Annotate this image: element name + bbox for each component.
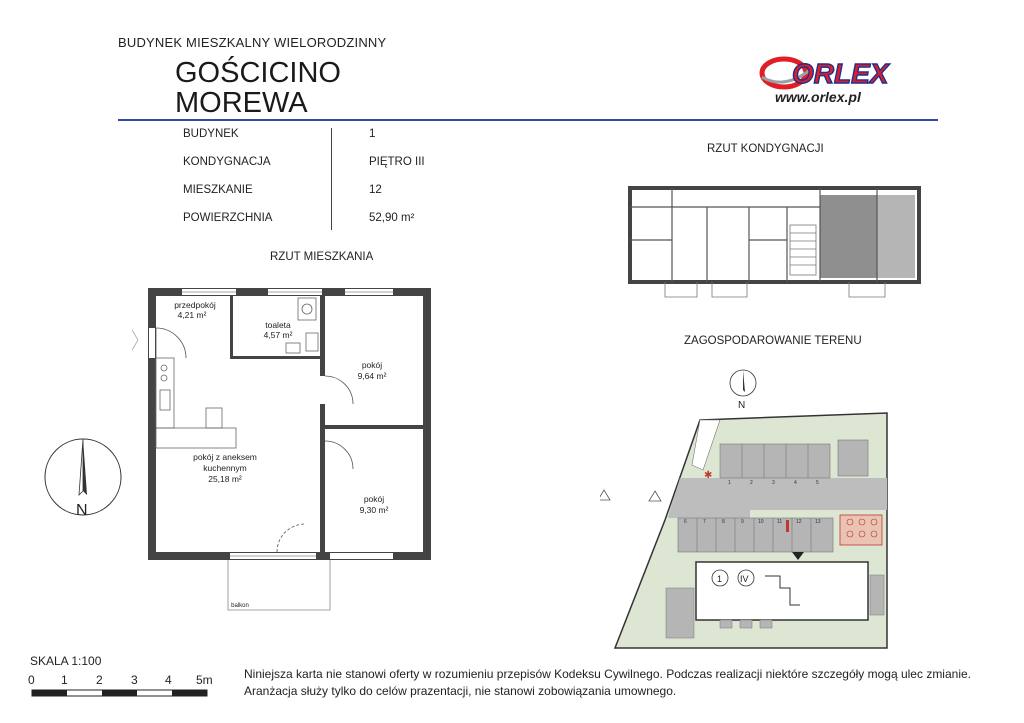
- room-area: 9,30 m²: [359, 505, 389, 515]
- parking-number: 11: [777, 519, 783, 525]
- survey-point-icon: [648, 490, 662, 502]
- info-value: 1: [369, 128, 376, 140]
- floor-plan-heading: RZUT KONDYGNACJI: [707, 143, 824, 155]
- bathroom-fixtures: [286, 298, 318, 353]
- disclaimer-line-2: Aranżacja służy tylko do celów prazentacji, nie stanowi zobowiązania umownego.: [244, 684, 677, 698]
- scale-tick: 4: [165, 673, 172, 687]
- building-number: 1: [717, 574, 723, 584]
- info-key: KONDYGNACJA: [183, 156, 271, 168]
- info-row-area: [183, 212, 443, 232]
- scale-bar: [28, 672, 228, 702]
- room-name: toaleta: [265, 320, 291, 330]
- info-value: 52,90 m²: [369, 212, 415, 224]
- scale-tick: 3: [131, 673, 138, 687]
- room-name: przedpokój: [174, 300, 216, 310]
- room-name: pokój: [361, 360, 383, 370]
- parking-number: 4: [794, 480, 797, 486]
- logo-text: ORLEX: [792, 58, 889, 89]
- apartment-plan-heading: RZUT MIESZKANIA: [270, 251, 374, 263]
- site-compass-north-label: N: [738, 400, 746, 410]
- parking-number: 3: [772, 480, 775, 486]
- room-area: 4,57 m²: [263, 330, 293, 340]
- apartment-floor-plan: [120, 278, 440, 618]
- building-footprint: [696, 562, 868, 620]
- site-plan-heading: ZAGOSPODAROWANIE TERENU: [684, 335, 862, 347]
- scale-label: SKALA 1:100: [30, 654, 102, 668]
- scale-tick: 5m: [196, 673, 213, 687]
- interior-walls: [230, 296, 423, 552]
- parking-number: 8: [722, 519, 725, 525]
- balcony-label: balkon: [231, 603, 249, 609]
- doors: [132, 328, 353, 552]
- parking-number: 12: [796, 519, 802, 525]
- room-name: pokój z aneksem: [193, 452, 257, 462]
- info-row-apartment: [183, 184, 443, 204]
- parking-number: 9: [741, 519, 744, 525]
- building-type-subtitle: BUDYNEK MIESZKALNY WIELORODZINNY: [118, 35, 387, 50]
- website-url[interactable]: www.orlex.pl: [775, 89, 861, 105]
- room-name: pokój: [363, 494, 385, 504]
- info-table-divider: [331, 128, 332, 230]
- page-title: [175, 58, 341, 118]
- room-area: 25,18 m²: [208, 474, 242, 484]
- disclaimer: [244, 666, 1004, 700]
- parking-number: 7: [703, 519, 706, 525]
- site-compass-icon: [728, 368, 758, 410]
- compass-icon: [38, 437, 128, 527]
- highlighted-apartment: [820, 195, 877, 278]
- info-row-floor: [183, 156, 443, 176]
- parking-number: 2: [750, 480, 753, 486]
- parking-row-bottom: [678, 518, 833, 552]
- parking-number: 13: [815, 519, 821, 525]
- header-rule: [118, 119, 938, 121]
- scale-tick: 1: [61, 673, 68, 687]
- parking-number: 1: [728, 480, 731, 486]
- orlex-logo-mark: [752, 56, 942, 90]
- info-row-building: [183, 128, 443, 148]
- info-value: 12: [369, 184, 382, 196]
- info-key: BUDYNEK: [183, 128, 239, 140]
- room-area: 4,21 m²: [177, 310, 207, 320]
- info-key: MIESZKANIE: [183, 184, 253, 196]
- info-value: PIĘTRO III: [369, 156, 425, 168]
- scale-tick: 0: [28, 673, 35, 687]
- compass-north-label: N: [76, 502, 88, 519]
- site-plan: [600, 410, 900, 655]
- info-key: POWIERZCHNIA: [183, 212, 273, 224]
- hydrant-marker-icon: [786, 520, 789, 532]
- disclaimer-line-1: Niniejsza karta nie stanowi oferty w rozumieniu przepisów Kodeksu Cywilnego. Podczas realizacji niektóre szczegóły mogą ulec zmianie.: [244, 667, 971, 681]
- scale-tick: 2: [96, 673, 103, 687]
- title-line-2: MOREWA: [175, 87, 308, 119]
- building-floors: IV: [740, 574, 749, 584]
- parking-number: 5: [816, 480, 819, 486]
- parking-number: 6: [684, 519, 687, 525]
- building-floor-plan: [627, 185, 922, 300]
- room-name: kuchennym: [203, 463, 247, 473]
- room-area: 9,64 m²: [357, 371, 387, 381]
- tree-marker-icon: ✱: [704, 470, 713, 481]
- kitchen-units: [156, 358, 236, 448]
- parking-number: 10: [758, 519, 764, 525]
- title-line-1: GOŚCICINO: [175, 57, 341, 89]
